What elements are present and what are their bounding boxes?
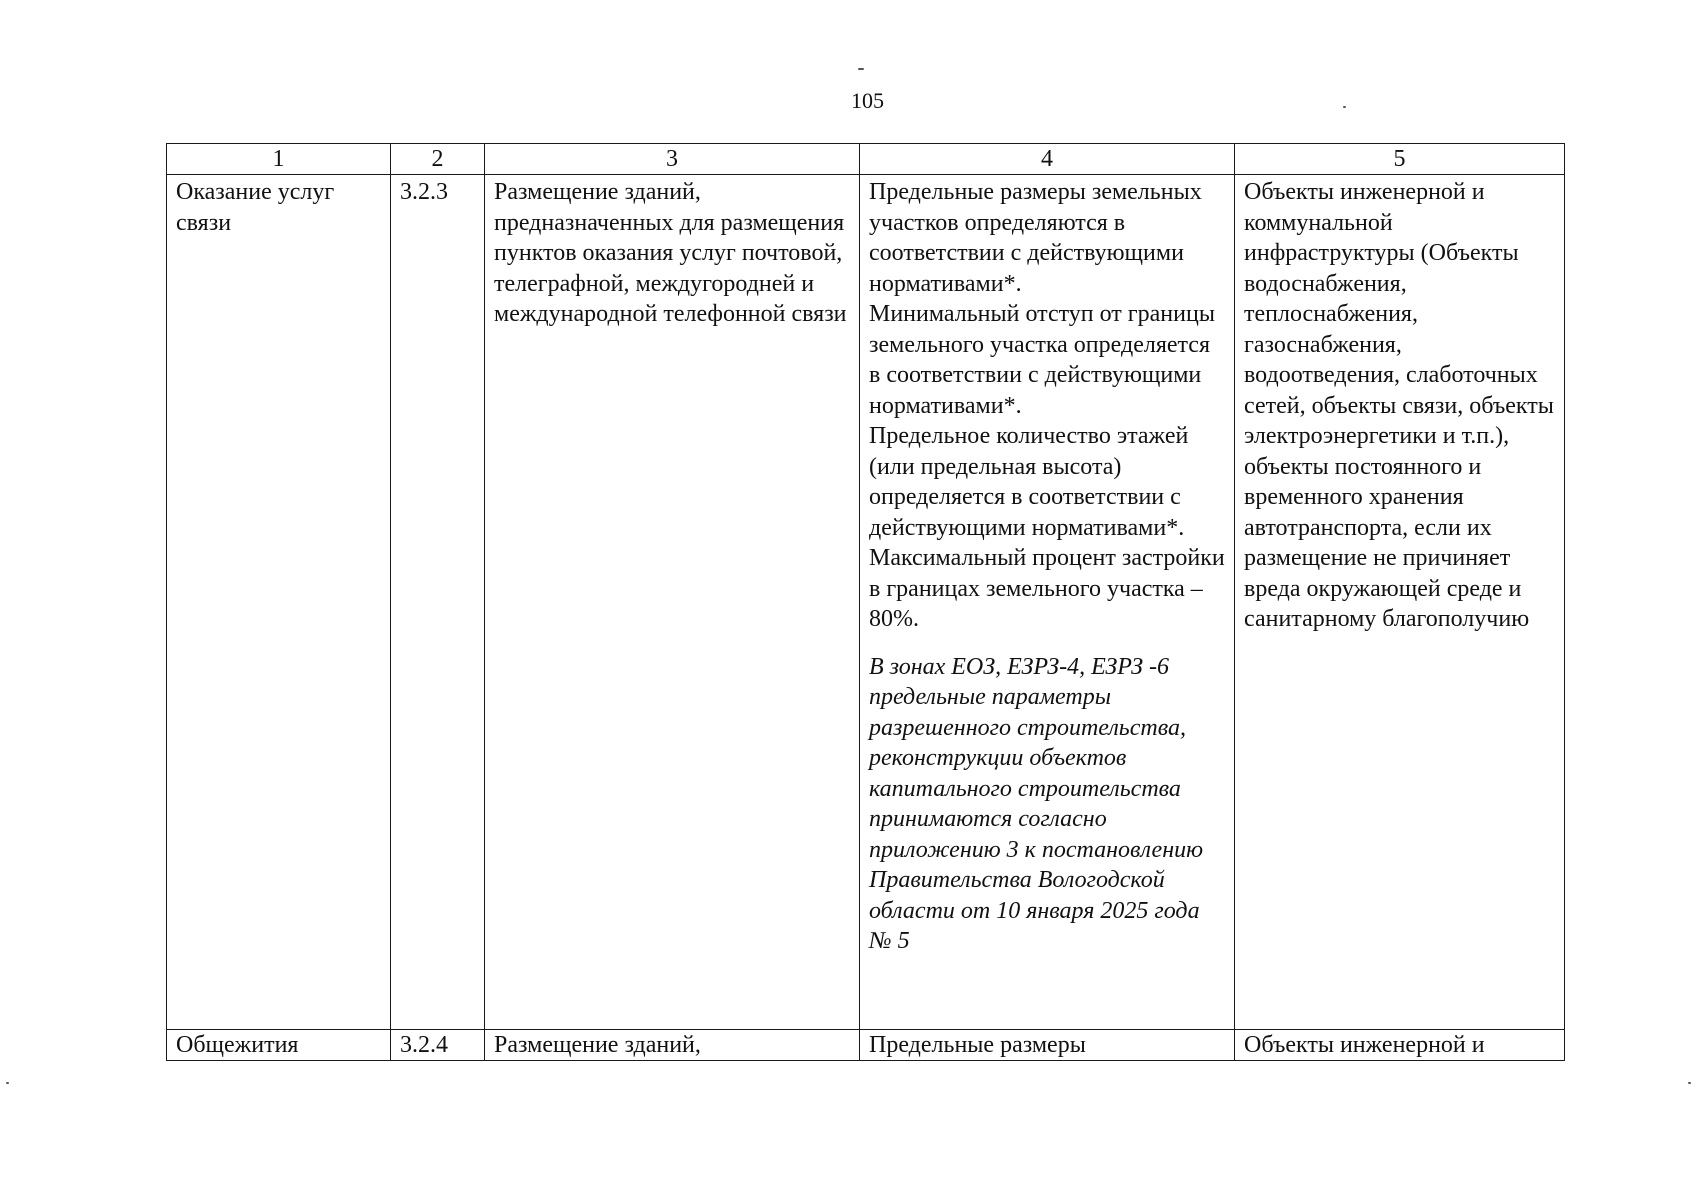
use-type-description: Размещение зданий, (485, 1030, 860, 1061)
limit-parameters (860, 175, 1235, 1030)
table-row (167, 175, 1565, 1030)
use-type-description: Размещение зданий, предназначенных для размещения пунктов оказания услуг почтовой, телеграфной, междугородней и международной телефонной связи (485, 175, 860, 1030)
zone-note: В зонах ЕОЗ, ЕЗРЗ-4, ЕЗРЗ -6 предельные параметры разрешенного строительства, реконструкции объектов капитального строительства принимаются согласно приложению 3 к постановлению Правительства Вологодской области от 10 января 2025 года № 5 (869, 653, 1204, 954)
use-type-code: 3.2.4 (391, 1030, 485, 1061)
limit-parameter-4: Максимальный процент застройки в границах земельного участка – 80%. (869, 545, 1225, 632)
table-header-row (167, 144, 1565, 175)
regulations-table (166, 143, 1565, 1061)
use-type-name: Общежития (167, 1030, 391, 1061)
header-cell-4: 4 (860, 144, 1235, 175)
limit-parameter-2: Минимальный отступ от границы земельного участка определяется в соответствии с действующими нормативами*. (869, 301, 1215, 419)
scan-speck (6, 1082, 9, 1084)
header-cell-5: 5 (1235, 144, 1565, 175)
limit-parameters: Предельные размеры (860, 1030, 1235, 1061)
use-type-code: 3.2.3 (391, 175, 485, 1030)
limit-parameter-1: Предельные размеры земельных участков определяются в соответствии с действующими нормативами*. (869, 179, 1202, 297)
scan-speck (1688, 1082, 1691, 1084)
use-type-name: Оказание услуг связи (167, 175, 391, 1030)
auxiliary-uses: Объекты инженерной и коммунальной инфраструктуры (Объекты водоснабжения, теплоснабжения, газоснабжения, водоотведения, слаботочных сетей, объекты связи, объекты электроэнергетики и т.п.), объекты постоянного и временного хранения автотранспорта, если их размещение не причиняет вреда окружающей среде и санитарному благополучию (1235, 175, 1565, 1030)
header-cell-3: 3 (485, 144, 860, 175)
page-number: 105 (851, 88, 884, 113)
scan-speck (1343, 106, 1346, 108)
limit-parameter-3: Предельное количество этажей (или предельная высота) определяется в соответствии с действующими нормативами*. (869, 423, 1189, 541)
scan-speck (858, 68, 864, 70)
header-cell-2: 2 (391, 144, 485, 175)
header-cell-1: 1 (167, 144, 391, 175)
table-row (167, 1030, 1565, 1061)
auxiliary-uses: Объекты инженерной и (1235, 1030, 1565, 1061)
